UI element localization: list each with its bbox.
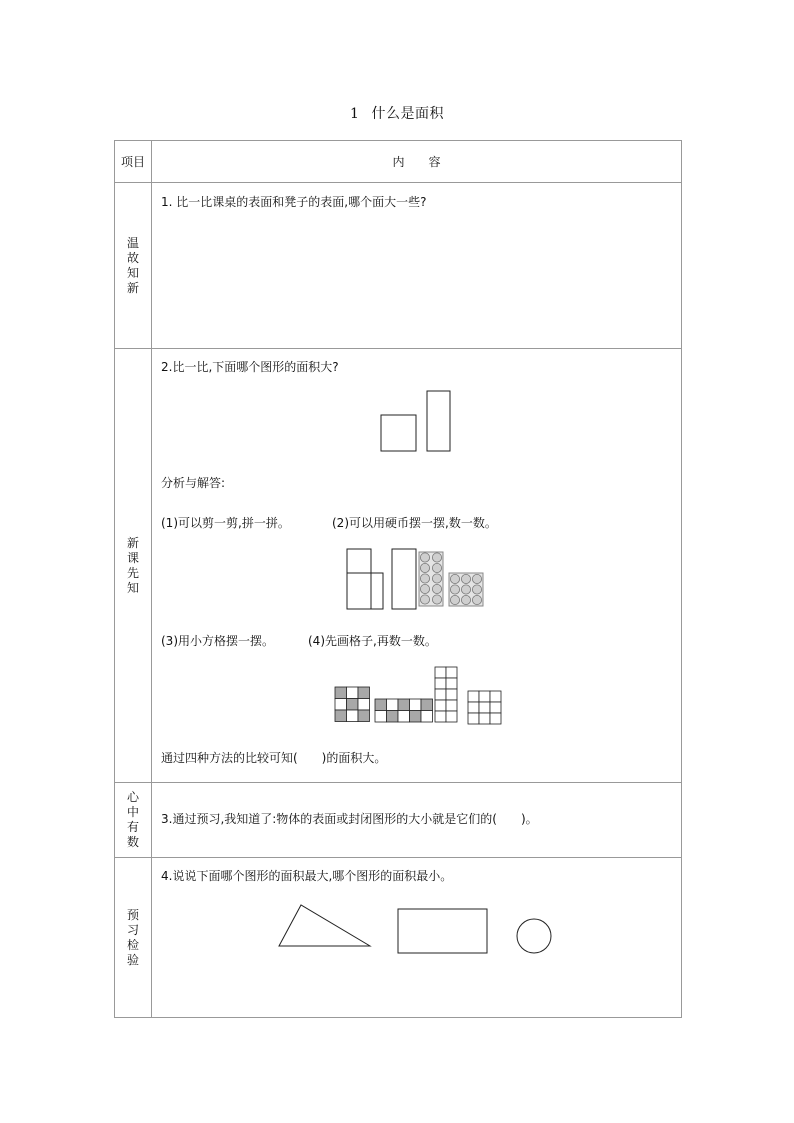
circle-shape — [517, 919, 551, 953]
grid-cell — [446, 667, 457, 678]
coin — [420, 595, 429, 604]
section-content — [152, 183, 682, 349]
grid-cell — [421, 699, 433, 711]
page-title — [0, 103, 794, 123]
coin — [450, 585, 459, 594]
coin — [461, 574, 470, 583]
section-label — [115, 783, 152, 858]
coin — [450, 595, 459, 604]
section-content — [152, 349, 682, 783]
grid-cell — [479, 713, 490, 724]
checker-strip — [375, 699, 433, 722]
coin — [420, 563, 429, 572]
grid-cell — [490, 702, 501, 713]
grid-square — [468, 691, 501, 724]
method-2: (2)可以用硬币摆一摆,数一数。 — [332, 516, 497, 530]
header-row — [115, 141, 682, 183]
header-content — [152, 141, 682, 183]
grid-cell — [421, 711, 433, 723]
grid-cell — [468, 702, 479, 713]
grid-cell — [490, 713, 501, 724]
cut-figures — [347, 549, 416, 609]
section-review — [115, 183, 682, 349]
coin — [461, 595, 470, 604]
coin-grid-tall — [419, 552, 443, 606]
grid-cell — [358, 710, 370, 722]
method-3: (3)用小方格摆一摆。 — [161, 634, 274, 648]
question-4: 4.说说下面哪个图形的面积最大,哪个图形的面积最小。 — [161, 869, 453, 883]
grid-tall-rectangle — [435, 667, 457, 722]
method-1: (1)可以剪一剪,拼一拼。 — [161, 516, 290, 530]
title-number: 1 — [350, 106, 360, 122]
grid-cell — [347, 699, 359, 711]
grid-cell — [446, 689, 457, 700]
tall-rectangle-shape — [427, 391, 450, 451]
conclusion: 通过四种方法的比较可知( )的面积大。 — [161, 751, 387, 765]
section-content — [152, 783, 682, 858]
grid-cell — [375, 699, 387, 711]
cut-square-bottom-right — [371, 573, 383, 609]
grid-cell — [335, 687, 347, 699]
triangle-shape — [279, 905, 370, 946]
cut-rectangle — [392, 549, 416, 609]
section-label-text: 预习检验 — [126, 907, 139, 967]
square-shape — [381, 415, 416, 451]
coin — [432, 553, 441, 562]
grid-cell — [468, 713, 479, 724]
grid-cell — [446, 678, 457, 689]
cut-square-bottom-left — [347, 573, 371, 609]
rectangle-shape — [398, 909, 487, 953]
grid-cell — [435, 689, 446, 700]
coin — [472, 574, 481, 583]
coin — [472, 585, 481, 594]
grid-cell — [398, 699, 410, 711]
grid-cell — [410, 711, 422, 723]
question-3: 3.通过预习,我知道了:物体的表面或封闭图形的大小就是它们的( )。 — [161, 812, 538, 826]
grid-cell — [398, 711, 410, 723]
grid-cell — [375, 711, 387, 723]
shapes-canvas — [152, 858, 682, 1017]
grid-cell — [435, 700, 446, 711]
grid-cell — [335, 699, 347, 711]
coin — [432, 574, 441, 583]
header-content-text: 内 容 — [392, 155, 441, 169]
grid-cell — [358, 699, 370, 711]
question-2: 2.比一比,下面哪个图形的面积大? — [161, 360, 339, 374]
section-label — [115, 858, 152, 1018]
header-item: 项目 — [115, 141, 152, 183]
method-4: (4)先画格子,再数一数。 — [308, 634, 437, 648]
grid-cell — [335, 710, 347, 722]
figure-canvas — [152, 349, 682, 782]
grid-cell — [479, 691, 490, 702]
grid-cell — [347, 710, 359, 722]
section-summary — [115, 783, 682, 858]
compare-shapes — [381, 391, 450, 451]
section-check — [115, 858, 682, 1018]
section-content — [152, 858, 682, 1018]
coin — [472, 595, 481, 604]
coin — [432, 584, 441, 593]
coin — [432, 595, 441, 604]
section-label-text: 新课先知 — [126, 535, 139, 595]
grid-cell — [468, 691, 479, 702]
grid-cell — [387, 699, 399, 711]
coin — [420, 553, 429, 562]
checker-square — [335, 687, 370, 722]
coin — [420, 584, 429, 593]
analysis-label: 分析与解答: — [161, 476, 226, 490]
grid-cell — [446, 700, 457, 711]
grid-cell — [435, 667, 446, 678]
section-label-text: 温故知新 — [126, 235, 139, 295]
title-text: 什么是面积 — [371, 106, 444, 122]
grid-cell — [479, 702, 490, 713]
question-1: 1. 比一比课桌的表面和凳子的表面,哪个面大一些? — [161, 195, 427, 209]
grid-cell — [446, 711, 457, 722]
section-label — [115, 349, 152, 783]
grid-cell — [490, 691, 501, 702]
cut-square-top — [347, 549, 371, 573]
grid-cell — [435, 678, 446, 689]
section-label-text: 心中有数 — [126, 790, 139, 849]
grid-cell — [358, 687, 370, 699]
worksheet-table — [114, 140, 682, 1018]
coin-grid-square — [449, 573, 483, 606]
grid-cell — [387, 711, 399, 723]
grid-cell — [435, 711, 446, 722]
coin — [461, 585, 470, 594]
grid-cell — [410, 699, 422, 711]
coin — [432, 563, 441, 572]
grid-cell — [347, 687, 359, 699]
coin — [420, 574, 429, 583]
coin — [450, 574, 459, 583]
section-new-lesson — [115, 349, 682, 783]
section-label — [115, 183, 152, 349]
